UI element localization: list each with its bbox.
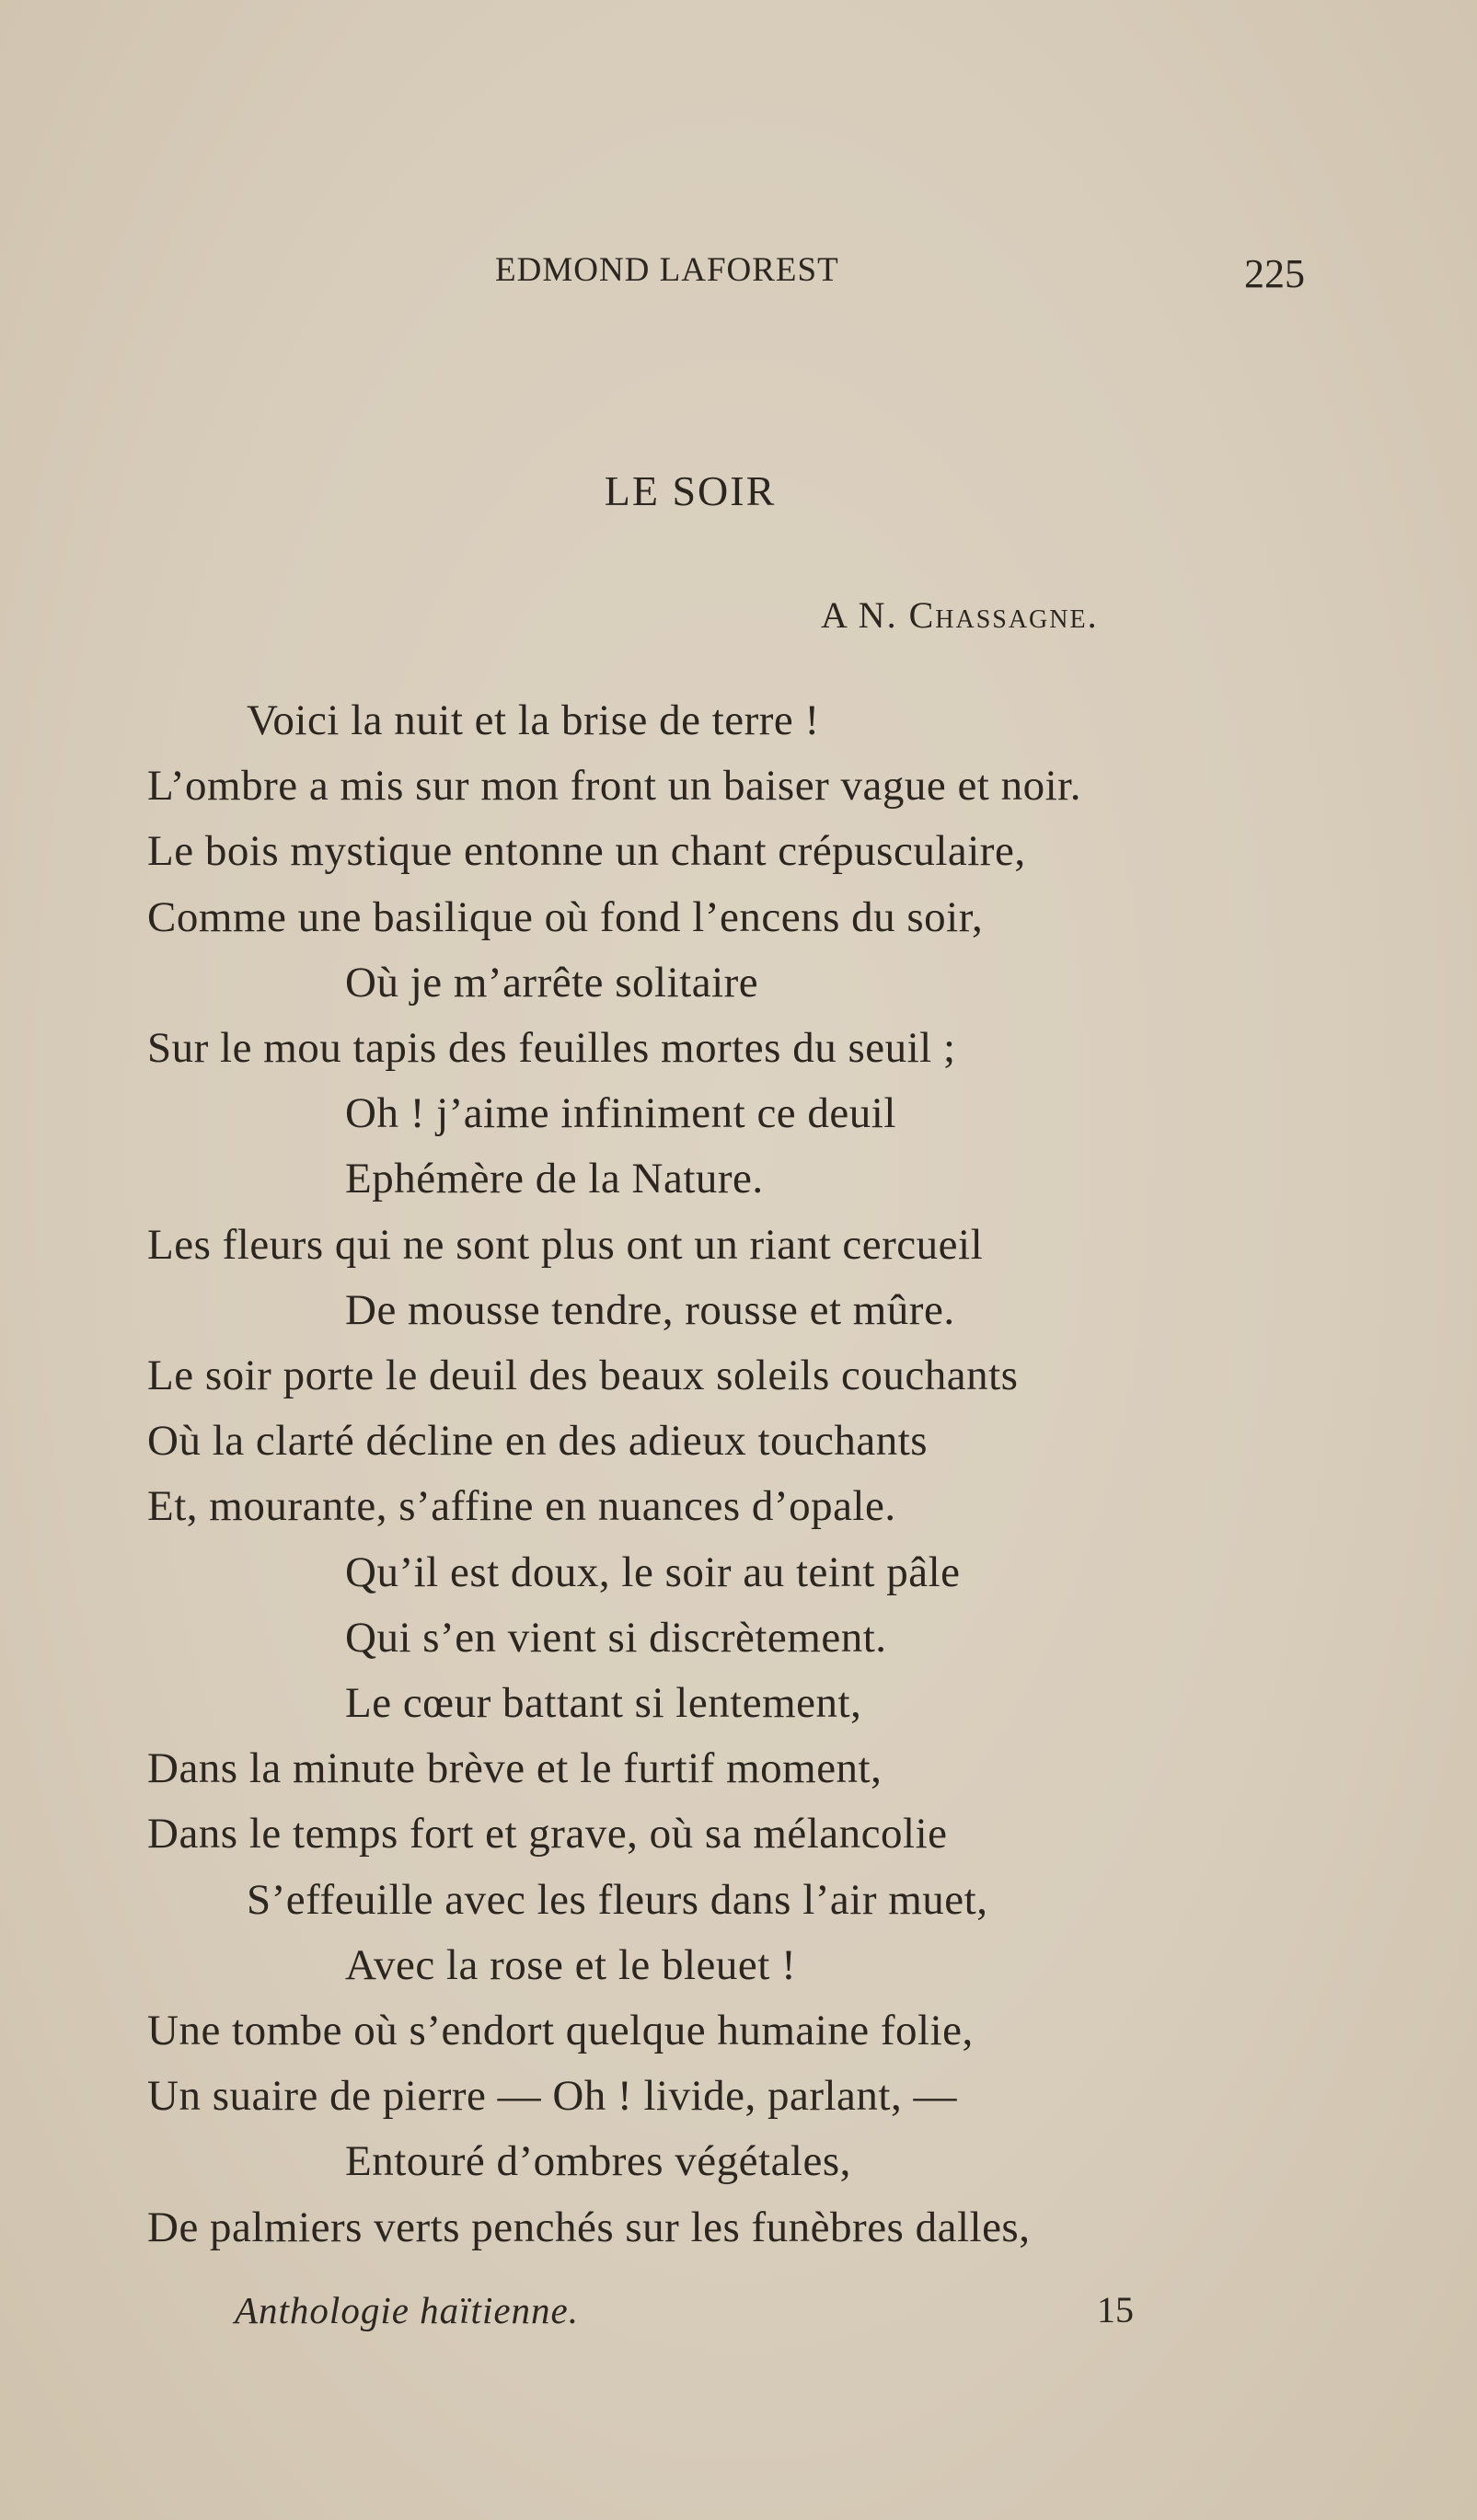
poem-line: Et, mourante, s’affine en nuances d’opale. — [147, 1482, 896, 1531]
poem-line: Qui s’en vient si discrètement. — [345, 1613, 887, 1662]
poem-line: Comme une basilique où fond l’encens du soir, — [147, 892, 984, 941]
poem-line: Sur le mou tapis des feuilles mortes du seuil ; — [147, 1024, 956, 1072]
poem-line: Le soir porte le deuil des beaux soleils couchants — [147, 1352, 1019, 1399]
poem-line: Qu’il est doux, le soir au teint pâle — [345, 1548, 961, 1596]
poem-line: De palmiers verts penchés sur les funèbres dalles, — [147, 2203, 1031, 2251]
poem-line: Oh ! j’aime infiniment ce deuil — [345, 1089, 896, 1138]
poem-line: Le bois mystique entonne un chant crépusculaire, — [147, 827, 1026, 876]
running-head — [0, 250, 1477, 305]
poem-line: Où je m’arrête solitaire — [345, 958, 759, 1007]
page-number: 225 — [1244, 251, 1305, 296]
poem-line: De mousse tendre, rousse et mûre. — [345, 1285, 955, 1334]
poem-line: Les fleurs qui ne sont plus ont un riant cercueil — [147, 1220, 984, 1269]
poem-line: L’ombre a mis sur mon front un baiser vague et noir. — [147, 762, 1081, 811]
running-head-author: EDMOND LAFOREST — [495, 251, 839, 289]
poem-line: S’effeuille avec les fleurs dans l’air muet, — [247, 1875, 988, 1924]
poem-line: Entouré d’ombres végétales, — [345, 2137, 851, 2186]
poem-line: Dans le temps fort et grave, où sa mélancolie — [147, 1810, 948, 1858]
poem-line: Avec la rose et le bleuet ! — [345, 1940, 797, 1989]
page-footer — [0, 2288, 1477, 2343]
poem-line: Un suaire de pierre — Oh ! livide, parlant, — — [147, 2072, 957, 2121]
poem-line: Une tombe où s’endort quelque humaine folie, — [147, 2007, 974, 2054]
signature-mark: 15 — [1097, 2289, 1134, 2330]
poem-line: Où la clarté décline en des adieux touchants — [147, 1417, 929, 1466]
poem-line: Ephémère de la Nature. — [345, 1155, 764, 1203]
poem-line: Le cœur battant si lentement, — [345, 1679, 862, 1727]
poem-title: LE SOIR — [604, 467, 777, 514]
poem-dedication: A N. Chassagne. — [821, 594, 1099, 636]
poem-line: Voici la nuit et la brise de terre ! — [247, 696, 820, 744]
footer-book-title: Anthologie haïtienne. — [235, 2289, 579, 2331]
poem-line: Dans la minute brève et le furtif moment, — [147, 1744, 883, 1793]
